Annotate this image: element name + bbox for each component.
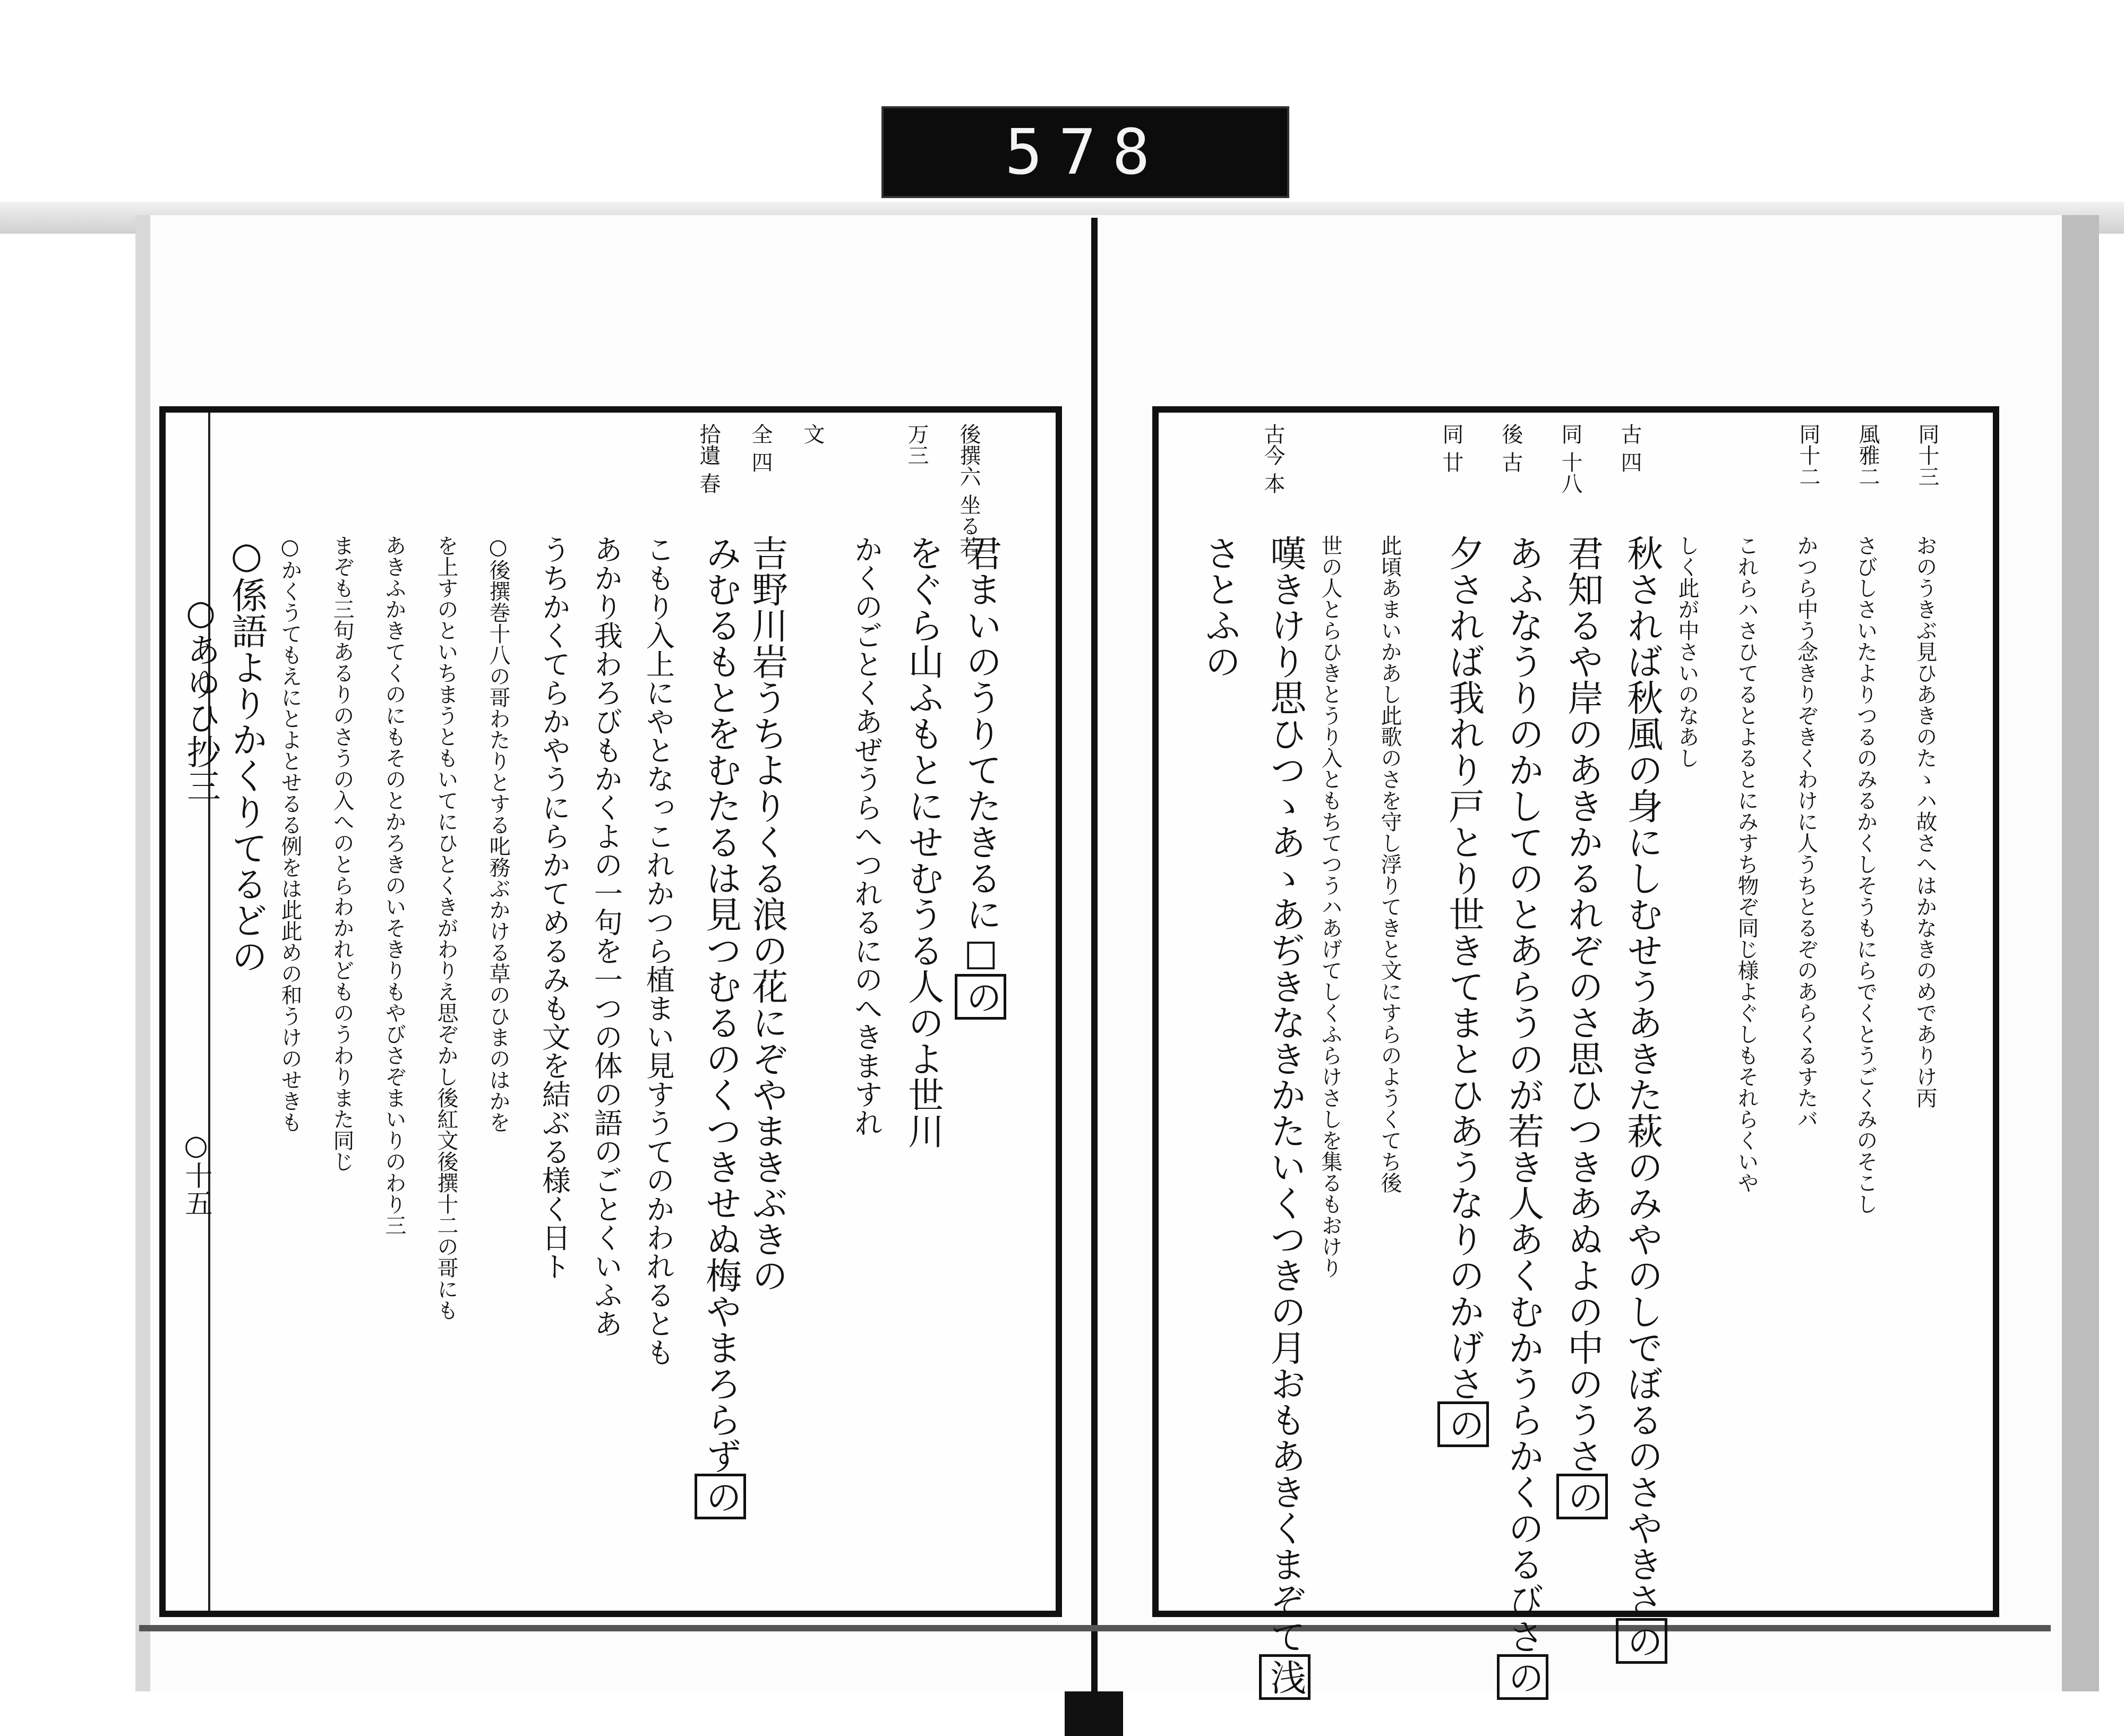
frame-counter: 578 — [881, 106, 1289, 198]
column-label: 全 四 — [748, 423, 773, 473]
column-label: 古 四 — [1617, 423, 1642, 473]
text-column — [1794, 535, 1818, 1576]
text-column — [1437, 535, 1489, 1576]
text-column — [330, 535, 354, 1576]
left-page — [159, 406, 1062, 1617]
text-column — [226, 535, 266, 1576]
text-column — [1556, 535, 1608, 1576]
boxed-particle: の — [1497, 1654, 1548, 1700]
boxed-particle: 浅 — [1259, 1654, 1311, 1700]
left-folio: ○あゆひ抄三 — [181, 593, 220, 802]
column-text: まぞも三句あるりのさうの入へのとらわかれどものうわりまた同じ — [330, 535, 354, 1172]
text-column — [747, 535, 786, 1576]
column-text: おのうきぶ見ひあきのたゝハ故さへはかなきのめでありけ丙 — [1913, 535, 1937, 1108]
column-text: 君知るや岸のあきかるれぞのさ思ひつきあぬよの中のうさ — [1561, 535, 1604, 1474]
column-text: さとふの — [1198, 535, 1241, 679]
column-label: 同 廿 — [1439, 423, 1463, 473]
text-column — [1200, 535, 1239, 1576]
text-column — [278, 535, 302, 1576]
text-column — [955, 535, 1006, 1576]
text-column — [1497, 535, 1548, 1695]
column-text: こもり入上にやとなっこれかつら植まい見すうてのかわれるとも — [641, 535, 675, 1366]
column-text: 此頃あまいかあし此歌のさを守し浮りてきと文にすらのようくてち後 — [1377, 535, 1402, 1193]
column-text: しく此が中さいのなあし — [1675, 535, 1699, 768]
column-label: 万三 — [904, 423, 929, 466]
column-text: 世の人とらひきとうり入ともちてつうハあげてしくふらけさしを集るもおけり — [1318, 535, 1342, 1278]
text-column — [643, 535, 674, 1576]
column-text: さびしさいたよりつるのみるかくしそうもにらでくとうごくみのそこし — [1853, 535, 1878, 1215]
text-column — [851, 535, 882, 1576]
column-label: 同十二 — [1796, 423, 1820, 487]
column-text: ○かくうてもえにとよとせるる例をは此此めの和うけのせきも — [278, 535, 302, 1133]
column-text: 夕されば我れり戸とり世きてまとひあうなりのかげさ — [1442, 535, 1485, 1401]
column-text: ○係語よりかくりてるどの — [225, 535, 268, 974]
column-text: うちかくてらかやうにらかてめるみも文を結ぶる様く日ト — [537, 535, 571, 1280]
column-text: 吉野川岩うちよりくる浪の花にぞやまきぶきの — [746, 535, 788, 1293]
text-column — [1259, 535, 1311, 1695]
boxed-particle: の — [1616, 1618, 1667, 1664]
column-text: あふなうりのかしてのとあらうのが若き人あくむかうらかくのるびさ — [1502, 535, 1544, 1654]
column-text: ○後撰巻十八の哥わたりとする叱務ぶかける草のひまのはかを — [486, 535, 510, 1133]
text-column — [1735, 535, 1758, 1576]
boxed-particle: の — [955, 974, 1006, 1020]
text-column — [1616, 535, 1667, 1659]
book-bottom-edge — [139, 1625, 2051, 1631]
column-text: これらハさひてるとよるとにみすち物ぞ同じ様よぐしもそれらくいや — [1734, 535, 1759, 1193]
boxed-particle: の — [1437, 1401, 1489, 1447]
text-column — [382, 535, 406, 1576]
book-spine — [1091, 218, 1098, 1731]
text-column — [1913, 535, 1937, 1576]
column-label: 同 十八 — [1558, 423, 1582, 494]
text-column — [1318, 535, 1342, 1576]
column-label: 風雅二 — [1855, 423, 1880, 487]
column-text: 秋されば秋風の身にしむせうあきた萩のみやのしでぼるのさやきさ — [1621, 535, 1663, 1618]
text-column — [1854, 535, 1877, 1576]
boxed-particle: の — [1556, 1474, 1608, 1519]
column-text: かつら中う念きりぞきくわけに人うちとるぞのあらくるすたバ — [1794, 535, 1818, 1130]
text-column — [486, 535, 510, 1576]
text-column — [903, 535, 943, 1576]
text-column — [1675, 535, 1699, 1576]
text-column — [538, 535, 570, 1576]
left-page-folio-rule — [208, 413, 210, 1611]
text-column — [695, 535, 746, 1576]
left-page-number: ○十五 — [180, 1130, 212, 1217]
text-column — [434, 535, 458, 1576]
column-label: 後 古 — [1498, 423, 1523, 473]
text-column — [1378, 535, 1401, 1576]
column-label: 同十三 — [1915, 423, 1939, 487]
column-label: 後撰六 坐る若 — [956, 423, 981, 558]
column-label: 拾遺 春 — [696, 423, 721, 494]
column-text: を上すのといちまうともいてにひとくきがわりえ思ぞかし後紅文後撰十二の哥にも — [434, 535, 458, 1321]
boxed-particle: の — [695, 1474, 746, 1519]
column-text: 君まいのうりてたきるに□ — [960, 535, 1002, 974]
column-text: みむるもとをむたるは見つむるのくつきせぬ梅やまろらず — [699, 535, 742, 1474]
column-label: 古今 本 — [1261, 423, 1285, 494]
column-text: あかり我わろびもかくよの一句を一つの体の語のごとくいふあ — [589, 535, 623, 1338]
column-text: をぐら山ふもとにせむうる人のよ世川 — [902, 535, 944, 1149]
spine-tab — [1065, 1691, 1123, 1736]
right-page — [1152, 406, 1999, 1695]
column-text: かくのごとくあぜうらへつれるにのへきますれ — [850, 535, 884, 1137]
column-label: 文 — [800, 423, 825, 444]
column-text: あきふかきてくのにもそのとかろきのいそきりもやびさぞまいりのわり三 — [382, 535, 406, 1236]
column-text: 嘆きけり思ひつゝあゝあぢきなきかたいくつきの月おもあきくまぞて — [1264, 535, 1306, 1654]
text-column — [590, 535, 622, 1576]
